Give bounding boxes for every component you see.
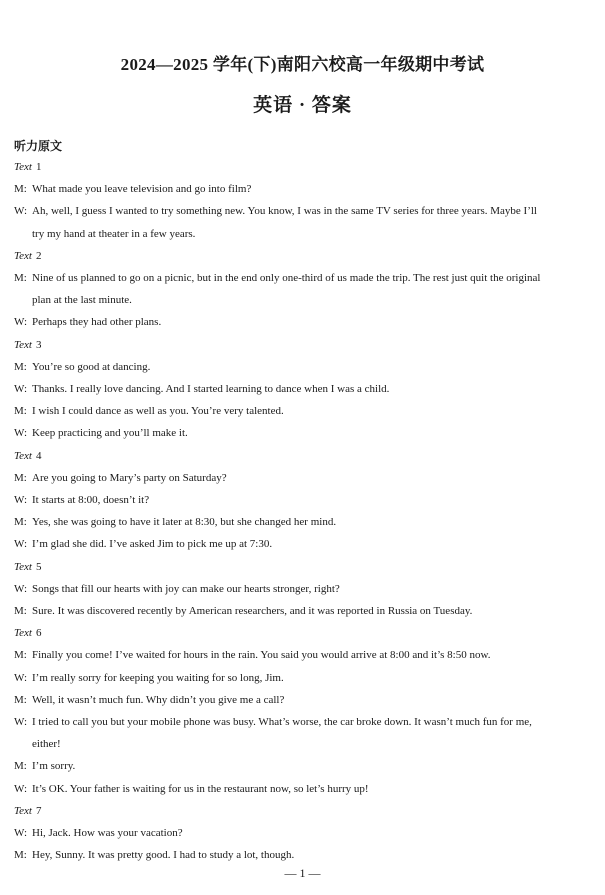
text-section-label [14,334,592,356]
dialogue-line [14,844,592,866]
text-section-label [14,556,592,578]
dialogue-text: Finally you come! I’ve waited for hours in the rain. You said you would arrive at 8:00 and it’s 8:50 now. [32,649,491,662]
dialogue-line [14,644,592,666]
text-label-number: 4 [35,449,42,462]
speaker-label: W: [14,538,28,551]
text-label-word: Text [14,249,32,262]
speaker-label: W: [14,316,28,329]
dialogue-text: try my hand at theater in a few years. [32,227,196,240]
dialogue-text: I’m glad she did. I’ve asked Jim to pick me up at 7:30. [32,538,273,551]
dialogue-line [14,711,592,733]
text-section-label [14,245,592,267]
dialogue-line [14,489,592,511]
dialogue-line [14,200,592,222]
dialogue-text: It’s OK. Your father is waiting for us in the restaurant now, so let’s hurry up! [32,782,369,795]
dialogue-line [14,755,592,777]
dialogue-text: Hey, Sunny. It was pretty good. I had to study a lot, though. [32,849,295,862]
text-label-number: 7 [35,804,42,817]
dialogue-text: It starts at 8:00, doesn’t it? [32,494,150,507]
text-label-number: 5 [35,560,42,573]
dialogue-text: You’re so good at dancing. [32,360,151,373]
speaker-label: W: [14,782,28,795]
dialogue-line [14,778,592,800]
dialogue-text: Yes, she was going to have it later at 8:30, but she changed her mind. [32,516,337,529]
text-section-label [14,800,592,822]
dialogue-line [14,600,592,622]
speaker-label: M: [14,183,27,196]
speaker-label: M: [14,360,27,373]
dialogue-line [14,267,592,289]
speaker-label: W: [14,494,28,507]
speaker-label: W: [14,205,28,218]
document-title: 2024—2025 学年(下)南阳六校高一年级期中考试 [120,55,485,74]
dialogue-line [14,533,592,555]
dialogue-line [14,178,592,200]
dialogue-line [14,467,592,489]
speaker-label: M: [14,471,27,484]
dialogue-continuation [14,733,592,755]
text-section-label [14,622,592,644]
speaker-label: W: [14,427,28,440]
speaker-label: M: [14,272,27,285]
dialogue-line [14,822,592,844]
text-section-label [14,445,592,467]
speaker-label: W: [14,716,28,729]
dialogue-line [14,378,592,400]
dialogue-text: plan at the last minute. [32,294,132,307]
dialogue-line [14,578,592,600]
dialogue-line [14,511,592,533]
section-heading: 听力原文 [14,139,63,153]
dialogue-text: Nine of us planned to go on a picnic, but in the end only one-third of us made the trip. The rest just quit the original [32,272,541,285]
speaker-label: M: [14,516,27,529]
dialogue-text: either! [32,738,61,751]
speaker-label: M: [14,760,27,773]
speaker-label: W: [14,582,28,595]
dialogue-text: Sure. It was discovered recently by American researchers, and it was reported in Russia on Tuesday. [32,605,473,618]
text-label-number: 3 [35,338,42,351]
text-label-number: 2 [35,249,42,262]
dialogue-text: Songs that fill our hearts with joy can make our hearts stronger, right? [32,582,340,595]
dialogue-line [14,311,592,333]
page-number: — 1 — [284,866,321,880]
dialogue-text: What made you leave television and go into film? [32,183,252,196]
dialogue-text: I tried to call you but your mobile phone was busy. What’s worse, the car broke down. It wasn’t much fun for me, [32,716,532,729]
dialogue-text: Are you going to Mary’s party on Saturday? [32,471,227,484]
speaker-label: W: [14,827,28,840]
speaker-label: M: [14,405,27,418]
dialogue-line [14,400,592,422]
dialogue-line [14,356,592,378]
dialogue-text: Well, it wasn’t much fun. Why didn’t you give me a call? [32,693,285,706]
text-label-word: Text [14,449,32,462]
dialogue-continuation [14,223,592,245]
dialogue-line [14,689,592,711]
dialogue-text: Perhaps they had other plans. [32,316,162,329]
text-label-word: Text [14,560,32,573]
speaker-label: M: [14,693,27,706]
dialogue-text: Keep practicing and you’ll make it. [32,427,188,440]
speaker-label: M: [14,605,27,618]
text-label-word: Text [14,627,32,640]
dialogue-text: Hi, Jack. How was your vacation? [32,827,183,840]
dialogue-text: I’m really sorry for keeping you waiting for so long, Jim. [32,671,284,684]
text-label-word: Text [14,161,32,173]
text-label-number: 1 [35,161,42,173]
text-label-number: 6 [35,627,42,640]
speaker-label: M: [14,649,27,662]
text-label-word: Text [14,804,32,817]
dialogue-line [14,422,592,444]
speaker-label: W: [14,671,28,684]
speaker-label: W: [14,383,28,396]
dialogue-continuation [14,289,592,311]
dialogue-text: Ah, well, I guess I wanted to try something new. You know, I was in the same TV series for three years. Maybe I’ll [32,205,537,218]
speaker-label: M: [14,849,27,862]
dialogue-text: Thanks. I really love dancing. And I started learning to dance when I was a child. [32,383,390,396]
text-label-word: Text [14,338,32,351]
listening-transcript [14,156,592,867]
dialogue-line [14,667,592,689]
text-section-label [14,156,592,178]
document-subtitle: 英语 · 答案 [253,95,352,116]
dialogue-text: I wish I could dance as well as you. You’re very talented. [32,405,284,418]
dialogue-text: I’m sorry. [32,760,76,773]
